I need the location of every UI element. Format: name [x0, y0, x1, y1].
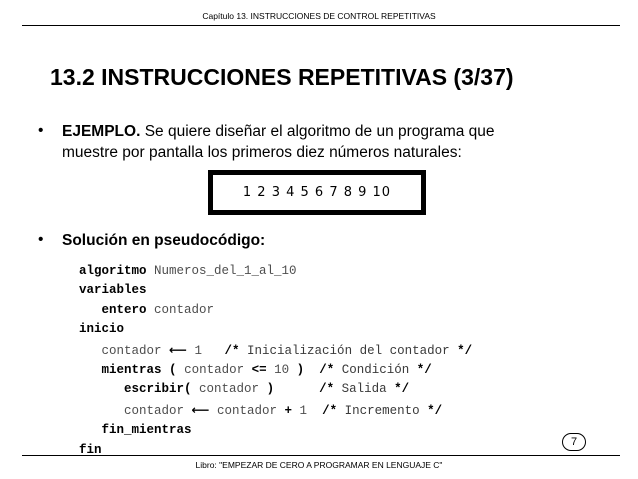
code-line: variables [79, 283, 147, 298]
code-line: algoritmo Numeros_del_1_al_10 [79, 264, 297, 278]
code-line: contador ⟵ 1 /* Inicialización del contador */ [101, 341, 473, 358]
assign-arrow-icon: ⟵ [169, 341, 187, 357]
bullet-dot: • [38, 231, 44, 248]
chapter-header: Capítulo 13. INSTRUCCIONES DE CONTROL REPETITIVAS [202, 11, 436, 21]
code-line: fin_mientras [101, 423, 192, 438]
footer-rule [22, 455, 620, 456]
assign-arrow-icon: ⟵ [191, 401, 210, 417]
code-line: contador ⟵ contador + 1 /* Incremento */ [124, 401, 443, 418]
bullet-dot: • [38, 122, 44, 139]
output-box [208, 170, 426, 215]
page-number: 7 [562, 433, 586, 451]
solution-heading [62, 230, 265, 251]
code-line: fin [79, 442, 102, 457]
example-label: EJEMPLO. [62, 123, 141, 140]
code-line: inicio [79, 322, 125, 337]
code-line: entero contador [101, 302, 215, 317]
example-line-2: muestre por pantalla los primeros diez números naturales: [62, 144, 462, 161]
example-line-1 [62, 121, 495, 142]
slide-title: 13.2 INSTRUCCIONES REPETITIVAS (3/37) [50, 64, 514, 90]
book-footer: Libro: "EMPEZAR DE CERO A PROGRAMAR EN LENGUAJE C" [195, 460, 443, 470]
solution-label: Solución en pseudocódigo: [62, 232, 266, 249]
example-text: Se quiere diseñar el algoritmo de un programa que [140, 123, 495, 140]
pseudocode-block [79, 262, 472, 460]
output-numbers: 1 2 3 4 5 6 7 8 9 10 [242, 185, 392, 200]
example-paragraph [62, 121, 495, 163]
code-line: escribir( contador ) /* Salida */ [124, 382, 410, 397]
header-rule [22, 25, 620, 26]
code-line: mientras ( contador <= 10 ) /* Condición */ [101, 363, 432, 378]
